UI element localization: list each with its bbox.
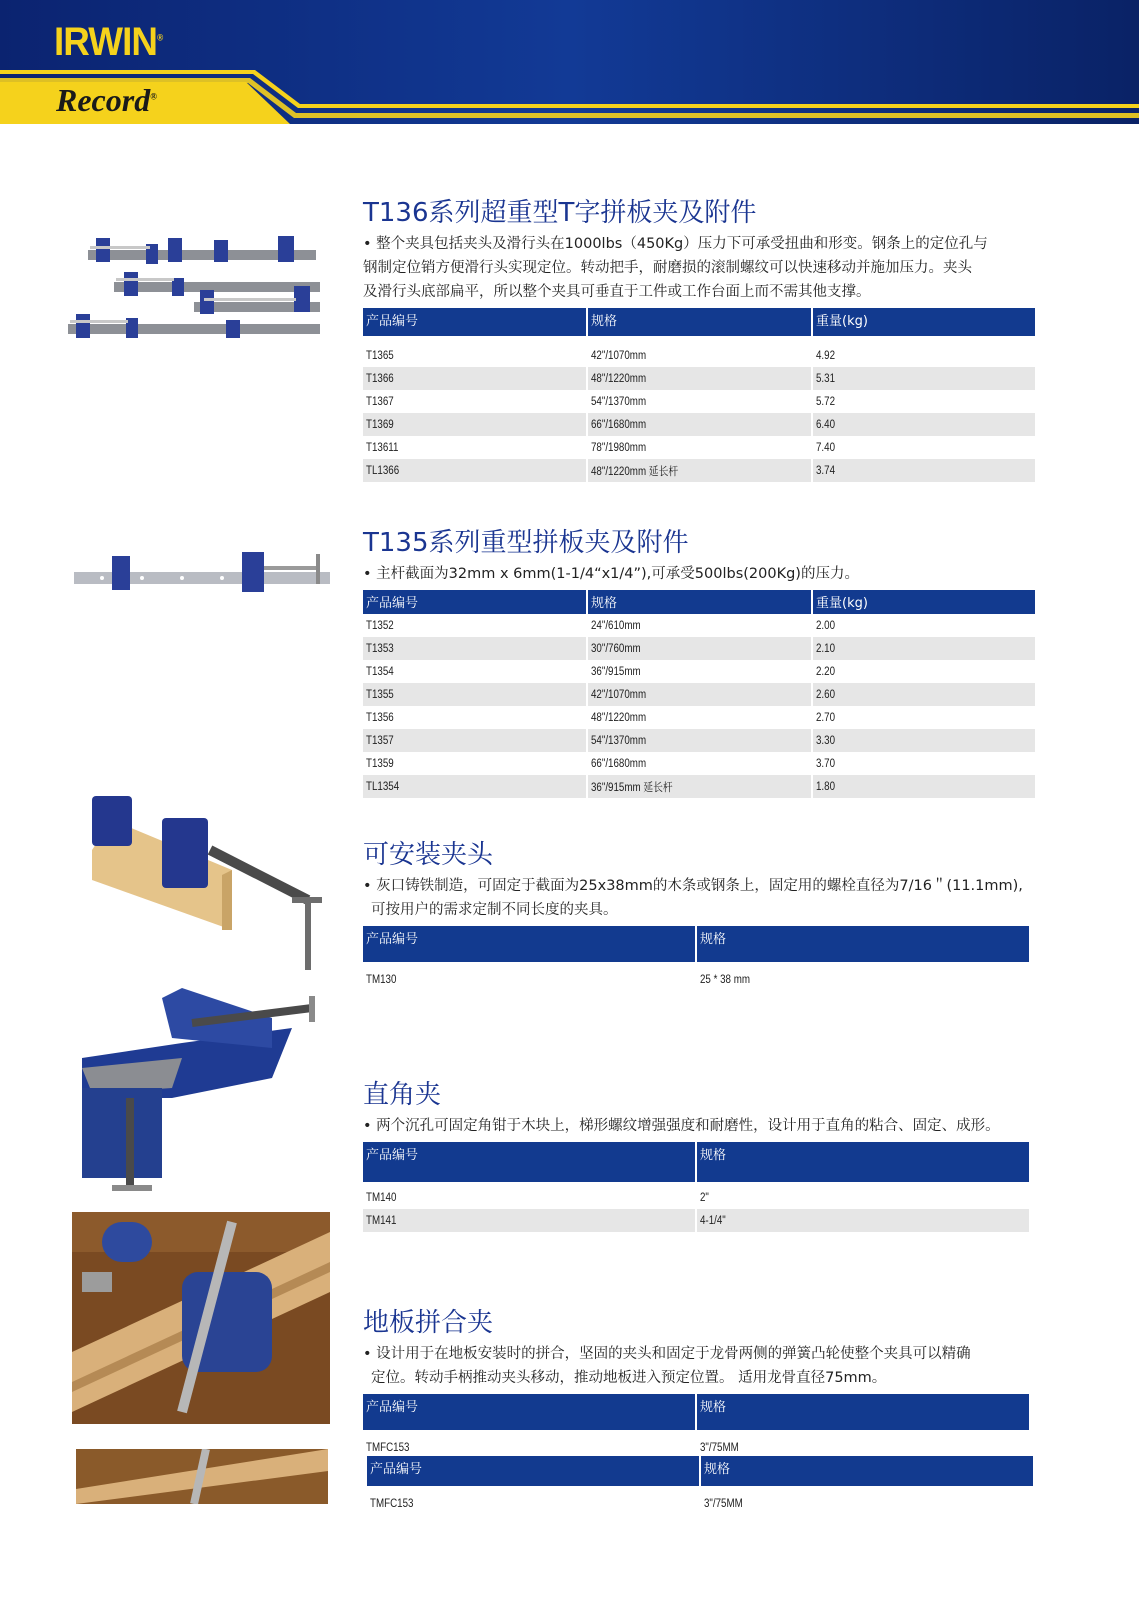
table-row: TMFC153 3"/75MM: [370, 1497, 743, 1510]
table-row: T1367 54"/1370mm 5.72: [366, 395, 836, 408]
table-row: T1352 24"/610mm 2.00: [366, 619, 836, 632]
table-row: T1366 48"/1220mm 5.31: [363, 367, 1035, 390]
column-header: 重量(kg): [813, 590, 1035, 614]
column-header: 产品编号: [363, 1394, 695, 1430]
table-row: TM130 25 * 38 mm: [366, 973, 750, 986]
section-title: 地板拼合夹: [363, 1308, 494, 1338]
table-row: T1353 30"/760mm 2.10: [363, 637, 1035, 660]
spec-table: [361, 1394, 1031, 1459]
column-header: 规格: [697, 926, 1029, 962]
t136-clamps-image: [68, 232, 328, 352]
section-t136: [363, 196, 1053, 482]
clamp-head-image: [72, 790, 332, 980]
spec-table: [365, 1456, 1035, 1515]
section-description: • 主杆截面为32mm x 6mm(1-1/4“x1/4”),可承受500lbs(200Kg)的压力。: [363, 566, 859, 582]
table-row: T1354 36"/915mm 2.20: [366, 665, 836, 678]
spec-table: [361, 1142, 1031, 1232]
table-row: T1356 48"/1220mm 2.70: [366, 711, 836, 724]
column-header: 产品编号: [363, 926, 695, 962]
spec-table: [361, 926, 1031, 991]
spec-table: [361, 308, 1037, 482]
spec-table: [361, 590, 1037, 798]
section-clamp-head: [363, 838, 1053, 991]
ghost-table-fragment: [367, 1452, 1057, 1515]
section-t135: [363, 526, 1053, 798]
floor-clamp-image-ghost: [76, 1449, 328, 1504]
column-header: 产品编号: [363, 1142, 695, 1182]
t135-clamp-image: [72, 550, 334, 600]
section-description: • 设计用于在地板安装时的拼合，坚固的夹头和固定于龙骨两侧的弹簧凸轮使整个夹具可以精确 定位。转动手柄推动夹头移动，推动地板进入预定位置。 适用龙骨直径75mm。: [363, 1346, 971, 1386]
table-row: TL1366 48"/1220mm 延长杆 3.74: [363, 459, 1035, 482]
section-title: 可安装夹头: [363, 840, 494, 870]
column-header: 规格: [588, 590, 811, 614]
table-row: T1365 42"/1070mm 4.92: [366, 349, 836, 362]
floor-clamp-image: [72, 1212, 330, 1424]
column-header: 规格: [701, 1456, 1033, 1486]
section-title: T136系列超重型T字拼板夹及附件: [363, 198, 757, 228]
table-row: T13611 78"/1980mm 7.40: [366, 441, 836, 454]
table-row: TM140 2": [366, 1191, 709, 1204]
section-floor-clamp: [363, 1306, 1053, 1459]
column-header: 规格: [697, 1394, 1029, 1430]
table-row: TL1354 36"/915mm 延长杆 1.80: [363, 775, 1035, 798]
section-description: • 整个夹具包括夹头及滑行头在1000lbs（450Kg）压力下可承受扭曲和形变。钢条上的定位孔与 钢制定位销方便滑行头实现定位。转动把手，耐磨损的滚制螺纹可以快速移动并施加压力。夹头 及滑行头底部扁平，所以整个夹具可垂直于工件或工作台面上而不需其他支撑。: [363, 236, 988, 300]
section-corner-clamp: [363, 1078, 1053, 1232]
record-logo: Record®: [56, 82, 157, 118]
column-header: 重量(kg): [813, 308, 1035, 336]
page-header: [0, 0, 1139, 132]
column-header: 产品编号: [363, 308, 586, 336]
corner-clamp-image: [72, 988, 332, 1203]
column-header: 产品编号: [367, 1456, 699, 1486]
column-header: 规格: [588, 308, 811, 336]
section-title: 直角夹: [363, 1080, 442, 1110]
table-row: TMFC153 3"/75MM: [366, 1441, 739, 1454]
column-header: 产品编号: [363, 590, 586, 614]
section-title: T135系列重型拼板夹及附件: [363, 528, 689, 558]
section-description: • 灰口铸铁制造，可固定于截面为25x38mm的木条或钢条上，固定用的螺栓直径为7/16＂(11.1mm), 可按用户的需求定制不同长度的夹具。: [363, 878, 1023, 918]
table-row: T1355 42"/1070mm 2.60: [363, 683, 1035, 706]
table-row: T1359 66"/1680mm 3.70: [366, 757, 836, 770]
header-banner: [0, 0, 1139, 132]
irwin-logo: IRWIN®: [54, 20, 163, 64]
column-header: 规格: [697, 1142, 1029, 1182]
table-row: TM141 4-1/4": [363, 1209, 1029, 1232]
table-row: T1369 66"/1680mm 6.40: [363, 413, 1035, 436]
table-row: T1357 54"/1370mm 3.30: [363, 729, 1035, 752]
section-description: • 两个沉孔可固定角钳于木块上，梯形螺纹增强强度和耐磨性，设计用于直角的粘合、固定、成形。: [363, 1118, 1000, 1134]
